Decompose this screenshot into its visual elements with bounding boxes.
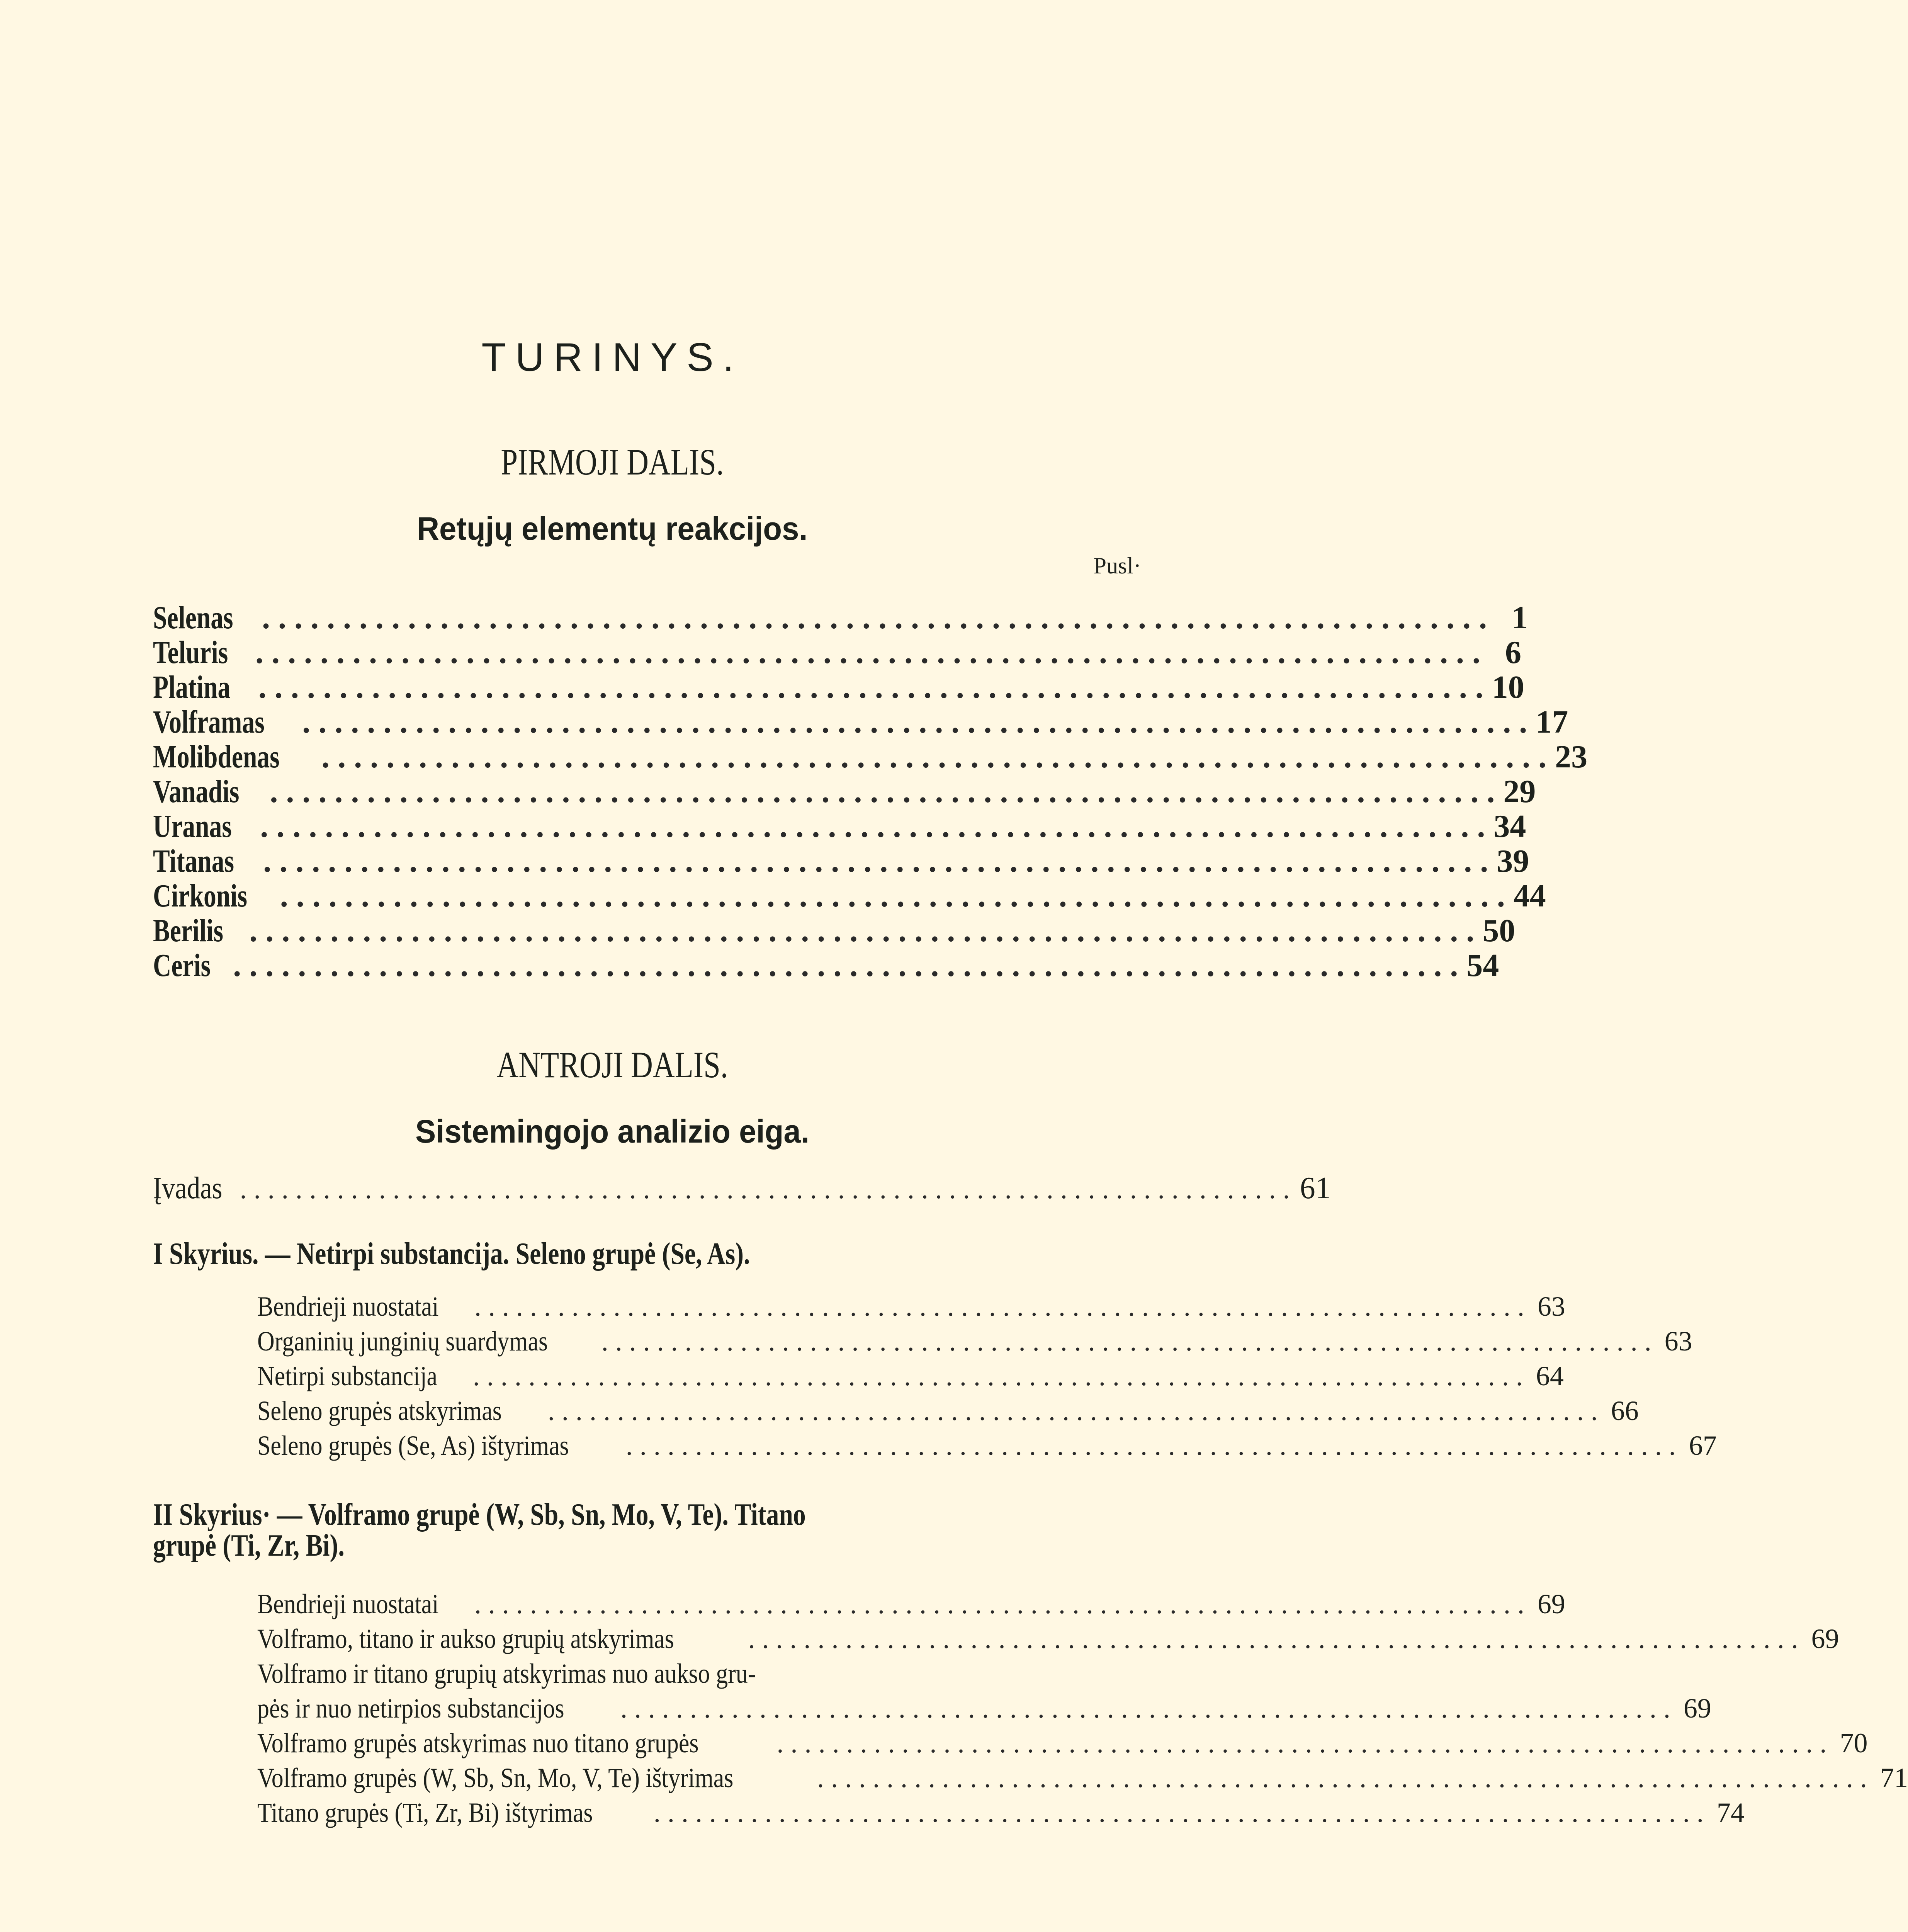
chapter1-heading[interactable]: I Skyrius. — Netirpi substancija. Seleno grupė (Se, As). [153, 1237, 750, 1271]
entry-page: 10 [1492, 669, 1524, 705]
entry-label: Volframas [153, 704, 265, 740]
entry-page: 54 [1466, 947, 1499, 983]
entry-label: Titano grupės (Ti, Zr, Bi) ištyrimas [257, 1797, 593, 1828]
dot-leader: . . . . . . . . . . . . . . . . . . . . . . . . . . . . . . . . . . . . . . . . . . . . . . . . . . . . . . . . . . . . . . . . . . . . . . . . . . . . [262, 600, 1487, 636]
dot-leader: . . . . . . . . . . . . . . . . . . . . . . . . . . . . . . . . . . . . . . . . . . . . . . . . . . . . . . . . . . . . . . . . . . . . . . . . . . . . [620, 1693, 1670, 1724]
entry-page: 70 [1840, 1728, 1868, 1759]
dot-leader: . . . . . . . . . . . . . . . . . . . . . . . . . . . . . . . . . . . . . . . . . . . . . . . . . . . . . . . . . . . . . . . . . . . . . . . . . . . . [776, 1728, 1827, 1759]
entry-page: 64 [1536, 1361, 1564, 1391]
entry-label: Organinių junginių suardymas [257, 1326, 548, 1357]
dot-leader: . . . . . . . . . . . . . . . . . . . . . . . . . . . . . . . . . . . . . . . . . . . . . . . . . . . . . . . . . . . . . . . . . . . . . . . . . . . . [270, 774, 1495, 810]
entry-label: Netirpi substancija [257, 1361, 438, 1391]
entry-label: Berilis [153, 913, 223, 949]
entry-label: Teluris [153, 634, 228, 670]
entry-page: 6 [1505, 634, 1521, 670]
toc-entry[interactable] [153, 773, 1536, 810]
entry-label: Volframo, titano ir aukso grupių atskyrimas [257, 1623, 674, 1654]
entry-label: Volframo grupės atskyrimas nuo titano grupės [257, 1728, 699, 1759]
dot-leader: . . . . . . . . . . . . . . . . . . . . . . . . . . . . . . . . . . . . . . . . . . . . . . . . . . . . . . . . . . . . . . . . . . . . . . . . . . . . [263, 843, 1488, 879]
entry-page: 74 [1716, 1797, 1745, 1828]
entry-label: Bendrieji nuostatai [257, 1291, 439, 1322]
chapter2-heading-line2[interactable]: grupė (Ti, Zr, Bi). [153, 1529, 345, 1563]
page-title: TURINYS. [481, 335, 743, 380]
toc-entry-intro[interactable] [153, 1171, 1331, 1206]
entry-page: 1 [1512, 600, 1528, 636]
toc-entry[interactable] [153, 703, 1568, 740]
chapter2-heading-line1[interactable]: II Skyrius· — Volframo grupė (W, Sb, Sn, Mo, V, Te). Titano [153, 1498, 806, 1532]
toc-entry[interactable] [153, 1430, 1717, 1464]
toc-entry[interactable] [153, 1727, 1868, 1762]
entry-label: Seleno grupės (Se, As) ištyrimas [257, 1430, 569, 1461]
dot-leader: . . . . . . . . . . . . . . . . . . . . . . . . . . . . . . . . . . . . . . . . . . . . . . . . . . . . . . . . . . . . . . . . . . . . . . . . . . . . [547, 1395, 1598, 1426]
entry-label: Uranas [153, 808, 232, 844]
entry-page: 71 [1880, 1762, 1908, 1793]
dot-leader: . . . . . . . . . . . . . . . . . . . . . . . . . . . . . . . . . . . . . . . . . . . . . . . . . . . . . . . . . . . . . . . . . . . . . . . . . . . . [233, 947, 1458, 983]
entry-page: 34 [1493, 808, 1526, 844]
entry-page: 39 [1497, 843, 1529, 879]
entry-label: Titanas [153, 843, 234, 879]
toc-entry[interactable] [153, 1762, 1908, 1797]
dot-leader: . . . . . . . . . . . . . . . . . . . . . . . . . . . . . . . . . . . . . . . . . . . . . . . . . . . . . . . . . . . . . . . . . . . . . . . . . . . . [748, 1623, 1798, 1654]
dot-leader: . . . . . . . . . . . . . . . . . . . . . . . . . . . . . . . . . . . . . . . . . . . . . . . . . . . . . . . . . . . . . . . . . . . . . . . . . . . . [653, 1797, 1704, 1828]
entry-page: 29 [1503, 774, 1536, 810]
toc-entry[interactable] [153, 808, 1526, 844]
entry-label: Ceris [153, 947, 211, 983]
dot-leader: . . . . . . . . . . . . . . . . . . . . . . . . . . . . . . . . . . . . . . . . . . . . . . . . . . . . . . . . . . . . . . . . . . . . . . . . . . . . [472, 1361, 1523, 1391]
intro-entry-wrap [153, 1171, 1331, 1206]
entry-label: pės ir nuo netirpios substancijos [257, 1693, 564, 1724]
dot-leader: . . . . . . . . . . . . . . . . . . . . . . . . . . . . . . . . . . . . . . . . . . . . . . . . . . . . . . . . . . . . . . . . . . . . . . . . . . . . [302, 704, 1527, 740]
dot-leader: . . . . . . . . . . . . . . . . . . . . . . . . . . . . . . . . . . . . . . . . . . . . . . . . . . . . . . . . . . . . . . . . . . . . . . . . . . . . [240, 1173, 1290, 1204]
part1-title: PIRMOJI DALIS. [501, 441, 724, 483]
entry-page: 61 [1300, 1171, 1331, 1205]
dot-leader: . . . . . . . . . . . . . . . . . . . . . . . . . . . . . . . . . . . . . . . . . . . . . . . . . . . . . . . . . . . . . . . . . . . . . . . . . . . . [817, 1762, 1867, 1793]
toc-entry[interactable] [153, 1692, 1711, 1727]
toc-entry[interactable] [153, 1291, 1565, 1325]
toc-entry[interactable] [153, 1360, 1564, 1395]
entry-page: 69 [1811, 1623, 1839, 1654]
toc-entry[interactable] [153, 1797, 1745, 1832]
dot-leader: . . . . . . . . . . . . . . . . . . . . . . . . . . . . . . . . . . . . . . . . . . . . . . . . . . . . . . . . . . . . . . . . . . . . . . . . . . . . [474, 1588, 1524, 1619]
part1-subtitle: Retųjų elementų reakcijos. [417, 510, 808, 547]
part2-subtitle: Sistemingojo analizio eiga. [415, 1113, 809, 1150]
entry-page: 69 [1537, 1588, 1565, 1619]
dot-leader: . . . . . . . . . . . . . . . . . . . . . . . . . . . . . . . . . . . . . . . . . . . . . . . . . . . . . . . . . . . . . . . . . . . . . . . . . . . . [625, 1430, 1676, 1461]
page-column-header: Pusl· [1093, 553, 1141, 578]
entry-page: 17 [1536, 704, 1568, 740]
toc-entry[interactable] [153, 912, 1516, 949]
entry-label: Selenas [153, 600, 233, 636]
toc-entry[interactable] [153, 634, 1521, 670]
toc-entry[interactable] [153, 1588, 1565, 1623]
dot-leader: . . . . . . . . . . . . . . . . . . . . . . . . . . . . . . . . . . . . . . . . . . . . . . . . . . . . . . . . . . . . . . . . . . . . . . . . . . . . [601, 1326, 1651, 1357]
part2-title: ANTROJI DALIS. [496, 1044, 728, 1085]
entry-page: 63 [1664, 1326, 1692, 1357]
toc-entry[interactable] [153, 842, 1529, 879]
toc-entry[interactable] [153, 947, 1499, 983]
entry-page: 69 [1683, 1693, 1711, 1724]
entry-label: Seleno grupės atskyrimas [257, 1395, 502, 1426]
entry-label: Platina [153, 669, 231, 705]
entry-page: 67 [1689, 1430, 1717, 1461]
toc-entry[interactable] [153, 668, 1524, 705]
entry-label: Vanadis [153, 774, 240, 810]
dot-leader: . . . . . . . . . . . . . . . . . . . . . . . . . . . . . . . . . . . . . . . . . . . . . . . . . . . . . . . . . . . . . . . . . . . . . . . . . . . . [321, 739, 1547, 775]
toc-entry-continued-line [153, 1658, 1142, 1692]
toc-entry[interactable] [153, 599, 1528, 636]
entry-label: Cirkonis [153, 878, 247, 914]
toc-entry[interactable] [153, 738, 1588, 775]
entry-page: 50 [1483, 913, 1516, 949]
dot-leader: . . . . . . . . . . . . . . . . . . . . . . . . . . . . . . . . . . . . . . . . . . . . . . . . . . . . . . . . . . . . . . . . . . . . . . . . . . . . [280, 878, 1505, 914]
entry-label: Bendrieji nuostatai [257, 1588, 439, 1619]
entry-label: Volframo grupės (W, Sb, Sn, Mo, V, Te) ištyrimas [257, 1762, 734, 1793]
toc-entry[interactable] [153, 1623, 1839, 1658]
toc-entry[interactable] [153, 1395, 1639, 1430]
entry-label: Įvadas [153, 1171, 223, 1205]
dot-leader: . . . . . . . . . . . . . . . . . . . . . . . . . . . . . . . . . . . . . . . . . . . . . . . . . . . . . . . . . . . . . . . . . . . . . . . . . . . . [260, 808, 1485, 844]
chapter1-toc [153, 1291, 1717, 1464]
entry-page: 44 [1513, 878, 1546, 914]
dot-leader: . . . . . . . . . . . . . . . . . . . . . . . . . . . . . . . . . . . . . . . . . . . . . . . . . . . . . . . . . . . . . . . . . . . . . . . . . . . . [255, 634, 1480, 670]
entry-page: 66 [1611, 1395, 1639, 1426]
dot-leader: . . . . . . . . . . . . . . . . . . . . . . . . . . . . . . . . . . . . . . . . . . . . . . . . . . . . . . . . . . . . . . . . . . . . . . . . . . . . [474, 1291, 1524, 1322]
toc-entry[interactable] [153, 1325, 1692, 1360]
part1-toc [153, 599, 1588, 983]
entry-label-line1: Volframo ir titano grupių atskyrimas nuo aukso gru- [257, 1658, 756, 1689]
entry-page: 23 [1555, 739, 1588, 775]
dot-leader: . . . . . . . . . . . . . . . . . . . . . . . . . . . . . . . . . . . . . . . . . . . . . . . . . . . . . . . . . . . . . . . . . . . . . . . . . . . . [249, 913, 1475, 949]
chapter2-toc [153, 1588, 1908, 1832]
dot-leader: . . . . . . . . . . . . . . . . . . . . . . . . . . . . . . . . . . . . . . . . . . . . . . . . . . . . . . . . . . . . . . . . . . . . . . . . . . . . [258, 669, 1483, 705]
entry-label: Molibdenas [153, 739, 280, 775]
toc-entry[interactable] [153, 877, 1546, 914]
entry-page: 63 [1537, 1291, 1565, 1322]
